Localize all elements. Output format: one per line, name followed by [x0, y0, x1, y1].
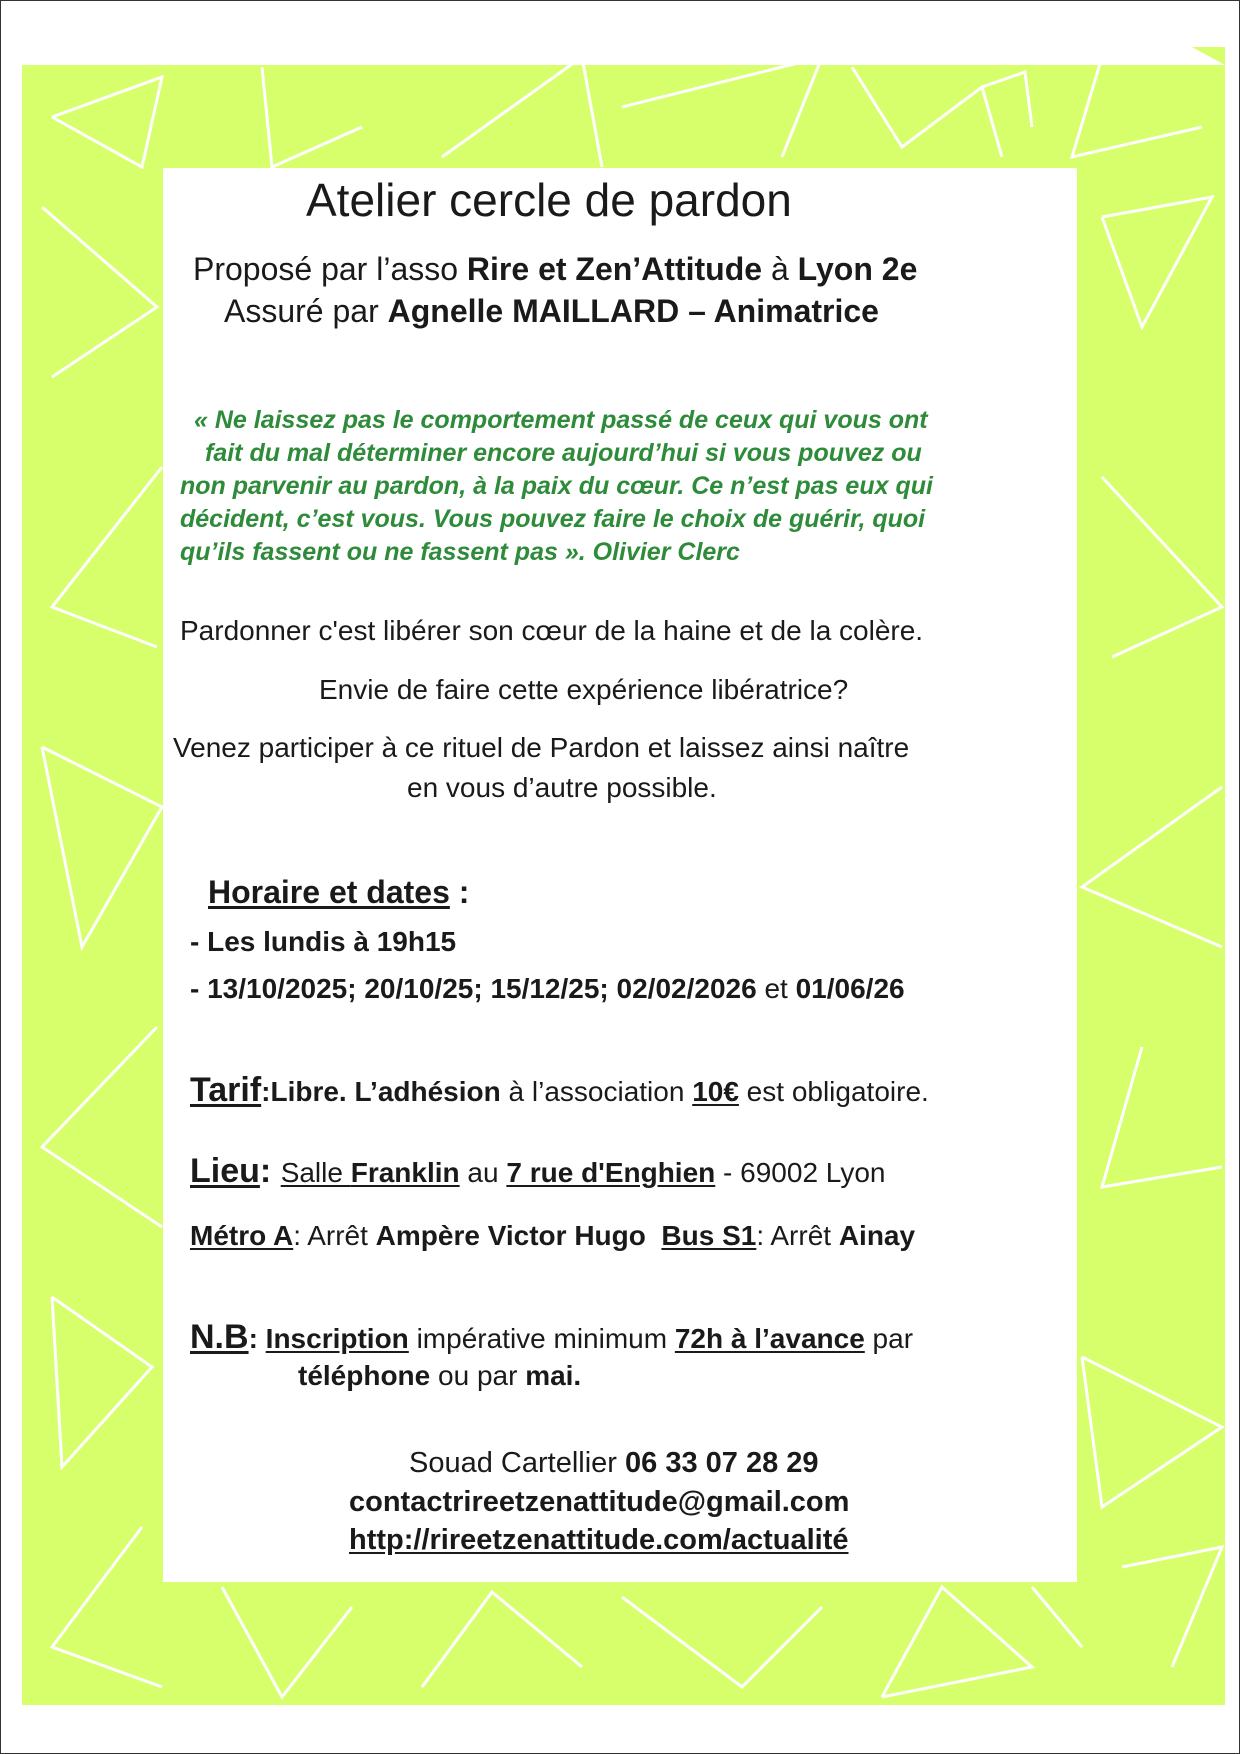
association-name: Rire et Zen’Attitude: [466, 251, 763, 287]
nb-line-2: [298, 1360, 581, 1392]
tarif-price: 10€: [692, 1076, 739, 1107]
lieu-salle: Franklin: [350, 1157, 460, 1188]
bus-arret: : Arrêt: [756, 1220, 839, 1251]
nb-label: N.B: [190, 1318, 249, 1356]
contact-email[interactable]: contactrireetzenattitude@gmail.com: [349, 1486, 850, 1518]
tarif-assoc: à l’association: [500, 1076, 693, 1107]
contact-website-link[interactable]: http://rireetzenattitude.com/actualité: [349, 1524, 849, 1556]
tarif-mandatory: est obligatoire.: [738, 1076, 929, 1107]
schedule-day-time: - Les lundis à 19h15: [190, 926, 457, 957]
bus-label: Bus S1: [661, 1220, 757, 1251]
nb-inscription: Inscription: [265, 1323, 409, 1354]
contact-name: Souad Cartellier: [409, 1447, 625, 1479]
schedule-dates-list: - 13/10/2025; 20/10/25; 15/12/25; 02/02/2026: [190, 973, 757, 1004]
quote-line: qu’ils fassent ou ne fassent pas ». Olivier Clerc: [180, 538, 740, 566]
schedule-heading-colon: :: [449, 874, 470, 910]
nb-or: ou par: [430, 1360, 526, 1391]
intro-paragraph-3a: Venez participer à ce rituel de Pardon et laissez ainsi naître: [173, 732, 910, 763]
proposed-line: [193, 251, 917, 288]
transport-line: [190, 1220, 915, 1252]
schedule-heading: [208, 874, 469, 911]
proposed-mid: à: [762, 251, 798, 287]
nb-phone: téléphone: [298, 1360, 431, 1391]
host-prefix: Assuré par: [224, 293, 388, 329]
quote-line: « Ne laissez pas le comportement passé de ceux qui vous ont: [194, 406, 928, 434]
host-name: Agnelle MAILLARD – Animatrice: [387, 293, 879, 329]
tarif-line: [190, 1071, 929, 1110]
quote-line: non parvenir au pardon, à la paix du cœur. Ce n’est pas eux qui: [180, 472, 933, 500]
quote-line: fait du mal déterminer encore aujourd’hui si vous pouvez ou: [205, 439, 922, 467]
intro-paragraph-1: Pardonner c'est libérer son cœur de la haine et de la colère.: [180, 615, 924, 646]
lieu-street: 7 rue d'Enghien: [506, 1157, 716, 1188]
schedule-heading-label: Horaire et dates: [208, 874, 450, 910]
metro-arret: : Arrêt: [293, 1220, 376, 1251]
page-title: Atelier cercle de pardon: [306, 174, 792, 226]
nb-par: par: [864, 1323, 914, 1354]
lieu-salle-prefix: Salle: [280, 1157, 351, 1188]
nb-colon: :: [248, 1323, 266, 1354]
lieu-au: au: [459, 1157, 507, 1188]
contact-person: [409, 1447, 819, 1480]
tarif-label: Tarif: [190, 1071, 262, 1109]
metro-stop: Ampère Victor Hugo: [375, 1220, 646, 1251]
lieu-line: [190, 1152, 885, 1191]
nb-text: impérative minimum: [408, 1323, 675, 1354]
host-line: [224, 293, 879, 330]
schedule-last-date: 01/06/26: [795, 973, 905, 1004]
intro-paragraph-3b: en vous d’autre possible.: [407, 772, 717, 803]
nb-line-1: [190, 1318, 913, 1357]
contact-phone: 06 33 07 28 29: [625, 1447, 819, 1479]
city: Lyon 2e: [797, 251, 918, 287]
lieu-city: - 69002 Lyon: [715, 1157, 886, 1188]
proposed-prefix: Proposé par l’asso: [193, 251, 467, 287]
intro-paragraph-2: Envie de faire cette expérience libératrice?: [319, 674, 849, 705]
nb-delay: 72h à l’avance: [674, 1323, 865, 1354]
quote-line: décident, c’est vous. Vous pouvez faire le choix de guérir, quoi: [180, 505, 926, 533]
frame-top-right-corner: [1192, 47, 1225, 65]
lieu-colon: :: [259, 1152, 281, 1190]
lieu-label: Lieu: [190, 1152, 260, 1190]
metro-label: Métro A: [190, 1220, 294, 1251]
bus-stop: Ainay: [838, 1220, 916, 1251]
schedule-dates: [190, 973, 905, 1005]
nb-mail: mai.: [525, 1360, 582, 1391]
schedule-dates-and: et: [756, 973, 796, 1004]
tarif-free: :Libre. L’adhésion: [261, 1076, 501, 1107]
